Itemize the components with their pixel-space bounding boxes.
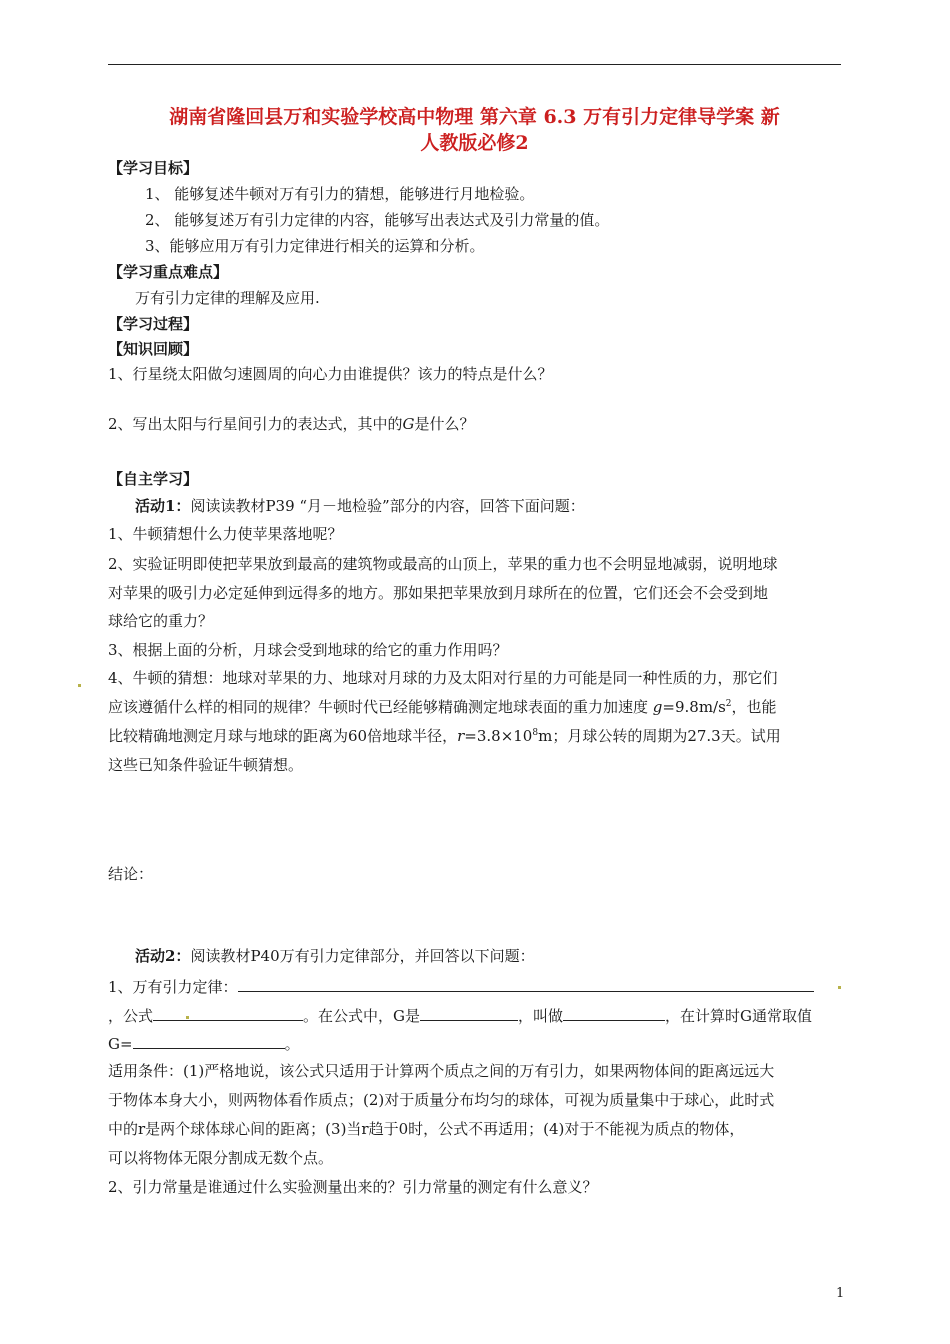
activity1-question-2: 对苹果的吸引力必定延伸到远得多的地方。那如果把苹果放到月球所在的位置，它们还会不会受到地: [108, 584, 769, 602]
scan-speck: [186, 1016, 189, 1019]
activity1-intro: 活动1：阅读读教材P39 “月－地检验”部分的内容，回答下面问题：: [135, 497, 585, 515]
review-question-2: 2、写出太阳与行星间引力的表达式，其中的G是什么？: [108, 415, 475, 433]
review-question-1: 1、行星绕太阳做匀速圆周的向心力由谁提供？该力的特点是什么？: [108, 365, 553, 383]
formula-line: ，公式 。在公式中，G是 ，叫做 ，在计算时G通常取值: [108, 1004, 812, 1026]
page-number: 1: [836, 1286, 845, 1301]
conditions-text: 可以将物体无限分割成无数个点。: [108, 1149, 334, 1167]
law-blank[interactable]: [238, 975, 814, 992]
formula-blank[interactable]: [153, 1004, 303, 1021]
review-heading: 【知识回顾】: [108, 340, 199, 358]
activity1-question-1: 1、牛顿猜想什么力使苹果落地呢？: [108, 525, 343, 543]
objective-item: 1、 能够复述牛顿对万有引力的猜想，能够进行月地检验。: [145, 185, 535, 203]
activity1-question-4: 比较精确地测定月球与地球的距离为60倍地球半径，$r=3.8\times 10^8m$；月球公转的周期为27.3天。试用: [108, 727, 781, 745]
process-heading: 【学习过程】: [108, 315, 199, 333]
activity1-question-2: 球给它的重力？: [108, 612, 214, 630]
keypoints-text: 万有引力定律的理解及应用.: [135, 289, 320, 307]
conditions-text: 于物体本身大小，则两物体看作质点；(2)对于质量分布均匀的球体，可视为质量集中于球心，此时式: [108, 1091, 775, 1109]
top-rule: [108, 64, 841, 65]
keypoints-heading: 【学习重点难点】: [108, 263, 229, 281]
conditions-text: 中的r是两个球体球心间的距离；(3)当r趋于0时，公式不再适用；(4)对于不能视为质点的物体，: [108, 1120, 745, 1138]
conclusion-label: 结论：: [108, 865, 154, 883]
scan-speck: [838, 986, 841, 989]
activity1-question-2: 2、实验证明即使把苹果放到最高的建筑物或最高的山顶上，苹果的重力也不会明显地减弱，说明地球: [108, 555, 778, 573]
activity1-question-4: 这些已知条件验证牛顿猜想。: [108, 756, 304, 774]
document-title: [108, 104, 841, 156]
title-line-2: 人教版必修2: [420, 132, 529, 154]
objectives-heading: 【学习目标】: [108, 159, 199, 177]
scan-speck: [78, 684, 81, 687]
self-study-heading: 【自主学习】: [108, 470, 199, 488]
activity1-question-3: 3、根据上面的分析，月球会受到地球的给它的重力作用吗？: [108, 641, 508, 659]
title-line-1: 湖南省隆回县万和实验学校高中物理 第六章 6.3 万有引力定律导学案 新: [169, 106, 780, 128]
g-value-blank[interactable]: [133, 1032, 285, 1049]
objective-item: 2、 能够复述万有引力定律的内容，能够写出表达式及引力常量的值。: [145, 211, 610, 229]
activity2-question-2: 2、引力常量是谁通过什么实验测量出来的？引力常量的测定有什么意义？: [108, 1178, 598, 1196]
law-definition-line: 1、万有引力定律：: [108, 975, 814, 997]
activity2-intro: 活动2：阅读教材P40万有引力定律部分，并回答以下问题：: [135, 947, 535, 965]
objective-item: 3、能够应用万有引力定律进行相关的运算和分析。: [145, 237, 485, 255]
g-value-line: G= 。: [108, 1032, 300, 1054]
activity1-question-4: 应该遵循什么样的相同的规律？牛顿时代已经能够精确测定地球表面的重力加速度 $g=9.8m/s^2$，也能: [108, 698, 777, 716]
g-name-blank[interactable]: [563, 1004, 665, 1021]
conditions-text: 适用条件：(1)严格地说，该公式只适用于计算两个质点之间的万有引力，如果两物体间的距离远远大: [108, 1062, 775, 1080]
g-meaning-blank[interactable]: [420, 1004, 518, 1021]
activity1-question-4: 4、牛顿的猜想：地球对苹果的力、地球对月球的力及太阳对行星的力可能是同一种性质的力，那它们: [108, 669, 778, 687]
